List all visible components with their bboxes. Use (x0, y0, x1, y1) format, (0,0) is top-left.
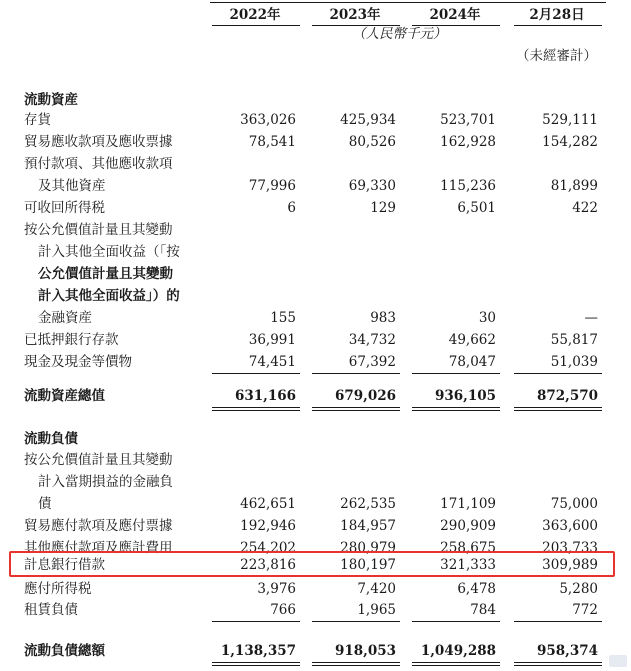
cell-value: 55,817 (550, 332, 598, 348)
cell-value: 78,047 (448, 354, 496, 370)
cell-value: 462,651 (240, 496, 296, 512)
row-label: 按公允價值計量且其變動 (24, 452, 173, 468)
row-label: 貿易應付款項及應付票據 (24, 518, 173, 534)
col-header-feb28: 2月28日 (529, 7, 585, 23)
subtotal-rule-5 (212, 621, 300, 622)
row-label-continued: 金融資産 (38, 310, 92, 326)
cell-value: 80,526 (348, 134, 396, 150)
row-label: 其他應付款項及應計費用 (24, 540, 173, 556)
bottom-rule-4b (514, 665, 602, 666)
total-value: 958,374 (536, 643, 598, 659)
cell-value: 254,202 (240, 540, 296, 556)
cell-value: 30 (478, 310, 496, 326)
total-value: 1,049,288 (420, 643, 496, 659)
row-label: 可收回所得税 (24, 200, 105, 216)
cell-value: 258,675 (440, 540, 496, 556)
cell-value: 5,280 (559, 581, 598, 597)
total-rule-3a (412, 407, 500, 408)
cell-value: 523,701 (440, 112, 496, 128)
cell-value: 529,111 (542, 112, 598, 128)
section-title-current-assets: 流動資産 (24, 92, 78, 108)
cell-value: 262,535 (340, 496, 396, 512)
header-underline-2022 (212, 25, 300, 26)
subtotal-rule-1 (212, 373, 300, 374)
row-label-continued: 計入當期損益的金融負 (38, 474, 173, 490)
total-value: 936,105 (434, 388, 496, 404)
cell-value: 3,976 (257, 581, 296, 597)
cell-value: 6 (287, 200, 296, 216)
corner-watermark-icon (609, 655, 627, 667)
cell-value: 203,733 (542, 540, 598, 556)
bottom-rule-3b (412, 665, 500, 666)
total-value: 918,053 (334, 643, 396, 659)
cell-value: 223,816 (240, 557, 296, 573)
cell-value: 422 (572, 200, 598, 216)
cell-value: 171,109 (440, 496, 496, 512)
header-top-rule (210, 2, 606, 3)
cell-value: 115,236 (440, 178, 496, 194)
cell-value: 77,996 (248, 178, 296, 194)
cell-value: — (584, 310, 598, 326)
subtotal-rule-3 (412, 373, 500, 374)
total-value: 1,138,357 (220, 643, 296, 659)
subtotal-rule-2 (312, 373, 400, 374)
total-label-current-assets: 流動資産總值 (24, 388, 105, 404)
subtotal-rule-8 (514, 621, 602, 622)
bottom-rule-3a (412, 662, 500, 663)
subtotal-rule-6 (312, 621, 400, 622)
cell-value: 69,330 (348, 178, 396, 194)
subtotal-rule-7 (412, 621, 500, 622)
cell-value: 363,600 (542, 518, 598, 534)
total-rule-2b (312, 410, 400, 411)
cell-value: 772 (572, 602, 598, 618)
cell-value: 155 (270, 310, 296, 326)
row-label: 已抵押銀行存款 (24, 332, 119, 348)
row-label: 租賃負債 (24, 602, 78, 618)
cell-value: 983 (370, 310, 396, 326)
row-label: 現金及現金等價物 (24, 354, 132, 370)
cell-value: 784 (470, 602, 496, 618)
cell-value: 6,478 (457, 581, 496, 597)
cell-value: 7,420 (357, 581, 396, 597)
total-rule-4b (514, 410, 602, 411)
bottom-rule-2a (312, 662, 400, 663)
bottom-rule-1b (212, 665, 300, 666)
cell-value: 290,909 (440, 518, 496, 534)
row-label-continued: 及其他資産 (38, 178, 106, 194)
cell-value: 51,039 (550, 354, 598, 370)
col-header-2024: 2024年 (429, 7, 481, 23)
total-value: 631,166 (234, 388, 296, 404)
row-label: 預付款項、其他應收款項 (24, 156, 173, 172)
total-rule-3b (412, 410, 500, 411)
cell-value: 78,541 (248, 134, 296, 150)
total-rule-1b (212, 410, 300, 411)
row-label-highlighted: 計息銀行借款 (24, 557, 105, 573)
total-rule-4a (514, 407, 602, 408)
unit-label: （人民幣千元） (352, 26, 447, 42)
total-label-current-liabilities: 流動負債總額 (24, 643, 105, 659)
cell-value: 192,946 (240, 518, 296, 534)
cell-value: 129 (370, 200, 396, 216)
cell-value: 74,451 (248, 354, 296, 370)
total-value: 872,570 (536, 388, 598, 404)
cell-value: 49,662 (448, 332, 496, 348)
cell-value: 321,333 (440, 557, 496, 573)
cell-value: 184,957 (340, 518, 396, 534)
total-rule-2a (312, 407, 400, 408)
cell-value: 180,197 (340, 557, 396, 573)
bottom-rule-1a (212, 662, 300, 663)
section-title-current-liabilities: 流動負債 (24, 431, 78, 447)
cell-value: 75,000 (550, 496, 598, 512)
row-label: 存貨 (24, 112, 51, 128)
cell-value: 34,732 (348, 332, 396, 348)
cell-value: 162,928 (440, 134, 496, 150)
bottom-rule-2b (312, 665, 400, 666)
cell-value: 36,991 (248, 332, 296, 348)
row-label-continued: 計入其他全面收益」）的 (38, 288, 180, 304)
row-label-continued: 公允價值計量且其變動 (38, 266, 173, 282)
row-label-continued: 計入其他全面收益（「按 (38, 244, 180, 260)
cell-value: 309,989 (542, 557, 598, 573)
total-value: 679,026 (334, 388, 396, 404)
row-label: 應付所得税 (24, 581, 92, 597)
cell-value: 67,392 (348, 354, 396, 370)
col-header-2022: 2022年 (229, 7, 281, 23)
cell-value: 6,501 (457, 200, 496, 216)
audit-note: （未經審計） (516, 48, 597, 64)
col-header-2023: 2023年 (329, 7, 381, 23)
total-rule-1a (212, 407, 300, 408)
subtotal-rule-4 (514, 373, 602, 374)
cell-value: 1,965 (357, 602, 396, 618)
header-underline-feb28 (514, 25, 602, 26)
cell-value: 154,282 (542, 134, 598, 150)
cell-value: 363,026 (240, 112, 296, 128)
row-label: 貿易應收款項及應收票據 (24, 134, 173, 150)
row-label-continued: 債 (38, 496, 52, 512)
cell-value: 81,899 (550, 178, 598, 194)
cell-value: 280,979 (340, 540, 396, 556)
cell-value: 766 (270, 602, 296, 618)
bottom-rule-4a (514, 662, 602, 663)
row-label: 按公允價值計量且其變動 (24, 222, 173, 238)
cell-value: 425,934 (340, 112, 396, 128)
